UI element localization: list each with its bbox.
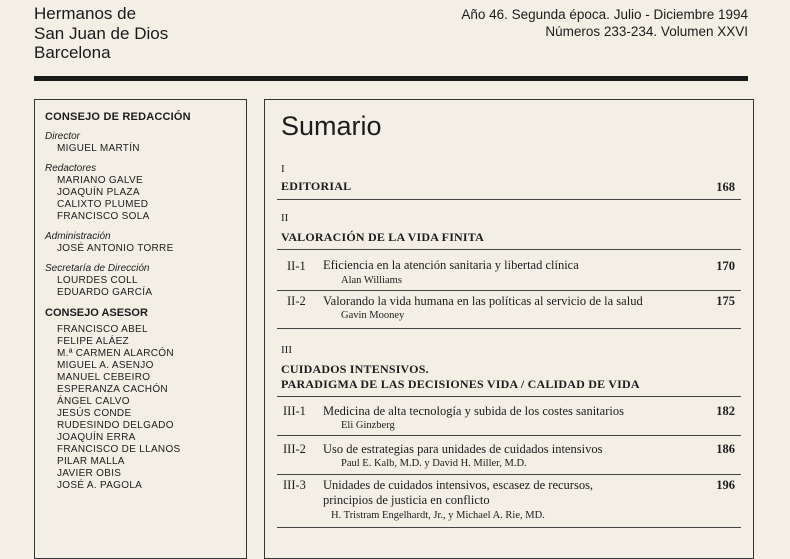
- advisor-name: FRANCISCO DE LLANOS: [57, 444, 181, 455]
- issue-line: Números 233-234. Volumen XXVI: [545, 24, 748, 39]
- divider: [277, 249, 741, 250]
- advisory-heading: CONSEJO ASESOR: [45, 307, 148, 319]
- role-label: Administración: [45, 231, 111, 242]
- advisor-name: MIGUEL A. ASENJO: [57, 360, 154, 371]
- role-label: Redactores: [45, 163, 97, 174]
- section-number: II: [281, 212, 289, 224]
- advisor-name: PILAR MALLA: [57, 456, 125, 467]
- article-author: Eli Ginzberg: [341, 420, 395, 431]
- advisor-name: JESÚS CONDE: [57, 408, 132, 419]
- board-group: [45, 163, 240, 223]
- member-name: JOAQUÍN PLAZA: [57, 187, 140, 198]
- member-name: LOURDES COLL: [57, 275, 138, 286]
- editorial-board-panel: [34, 99, 247, 559]
- article-title: Valorando la vida humana en las políticas al servicio de la salud: [323, 294, 643, 308]
- member-name: EDUARDO GARCÍA: [57, 287, 153, 298]
- page-title: Sumario: [281, 111, 382, 141]
- article-number: III-1: [283, 404, 306, 418]
- advisor-name: MANUEL CEBEIRO: [57, 372, 151, 383]
- advisor-name: JOSÉ A. PAGOLA: [57, 480, 143, 491]
- member-name: JOSÉ ANTONIO TORRE: [57, 243, 174, 254]
- section-number: I: [281, 163, 285, 175]
- advisor-name: FRANCISCO ABEL: [57, 324, 148, 335]
- divider: [277, 199, 741, 200]
- article-title: principios de justicia en conflicto: [323, 493, 490, 507]
- article-title: Unidades de cuidados intensivos, escasez de recursos,: [323, 478, 594, 492]
- divider: [277, 396, 741, 397]
- divider: [277, 527, 741, 528]
- page-number: 182: [716, 404, 735, 418]
- article-author: Gavin Mooney: [341, 310, 405, 321]
- section-title: PARADIGMA DE LAS DECISIONES VIDA / CALIDAD DE VIDA: [281, 377, 640, 391]
- publisher-line: Hermanos de: [34, 4, 137, 23]
- page-number: 170: [716, 259, 735, 273]
- issue-line: Año 46. Segunda época. Julio - Diciembre 1994: [461, 7, 748, 22]
- publisher-line: San Juan de Dios: [34, 23, 169, 43]
- article-author: H. Tristram Engelhardt, Jr., y Michael A. Rie, MD.: [331, 510, 545, 521]
- board-group: [45, 231, 240, 255]
- article-title: Uso de estrategias para unidades de cuidados intensivos: [323, 442, 603, 456]
- divider: [277, 328, 741, 329]
- page-number: 175: [716, 294, 735, 308]
- section-title: EDITORIAL: [281, 179, 352, 193]
- advisor-name: FELIPE ALÁEZ: [57, 336, 129, 347]
- member-name: CALIXTO PLUMED: [57, 199, 149, 210]
- article-number: II-1: [287, 259, 306, 273]
- advisor-name: M.ª CARMEN ALARCÓN: [57, 348, 174, 359]
- board-group: [45, 131, 240, 155]
- article-number: III-3: [283, 478, 306, 492]
- publisher-block: [34, 4, 168, 63]
- issue-info: [461, 6, 748, 40]
- role-label: Director: [45, 131, 81, 142]
- board-group: [45, 263, 240, 299]
- page-number: 196: [716, 478, 735, 492]
- divider: [277, 290, 741, 291]
- advisor-name: ÁNGEL CALVO: [57, 396, 130, 407]
- header-rule: [34, 76, 748, 81]
- divider: [277, 435, 741, 436]
- article-author: Alan Williams: [341, 275, 402, 286]
- article-title: Medicina de alta tecnología y subida de los costes sanitarios: [323, 404, 624, 418]
- article-number: III-2: [283, 442, 306, 456]
- page-number: 186: [716, 442, 735, 456]
- advisor-name: JAVIER OBIS: [57, 468, 122, 479]
- page-number: 168: [716, 180, 735, 194]
- publisher-line: Barcelona: [34, 43, 111, 62]
- member-name: MIGUEL MARTÍN: [57, 143, 140, 154]
- advisor-name: RUDESINDO DELGADO: [57, 420, 174, 431]
- role-label: Secretaría de Dirección: [45, 263, 150, 274]
- board-heading: CONSEJO DE REDACCIÓN: [45, 111, 191, 123]
- section-title: VALORACIÓN DE LA VIDA FINITA: [281, 230, 484, 244]
- article-number: II-2: [287, 294, 306, 308]
- advisor-name: JOAQUÍN ERRA: [57, 432, 136, 443]
- article-title: Eficiencia en la atención sanitaria y libertad clínica: [323, 258, 579, 272]
- divider: [277, 474, 741, 475]
- article-author: Paul E. Kalb, M.D. y David H. Miller, M.D.: [341, 458, 527, 469]
- member-name: MARIANO GALVE: [57, 175, 143, 186]
- advisor-name: ESPERANZA CACHÓN: [57, 384, 168, 395]
- section-number: III: [281, 344, 292, 356]
- advisor-list: [45, 324, 240, 492]
- member-name: FRANCISCO SOLA: [57, 211, 150, 222]
- table-of-contents: [264, 99, 754, 559]
- section-title: CUIDADOS INTENSIVOS.: [281, 362, 429, 376]
